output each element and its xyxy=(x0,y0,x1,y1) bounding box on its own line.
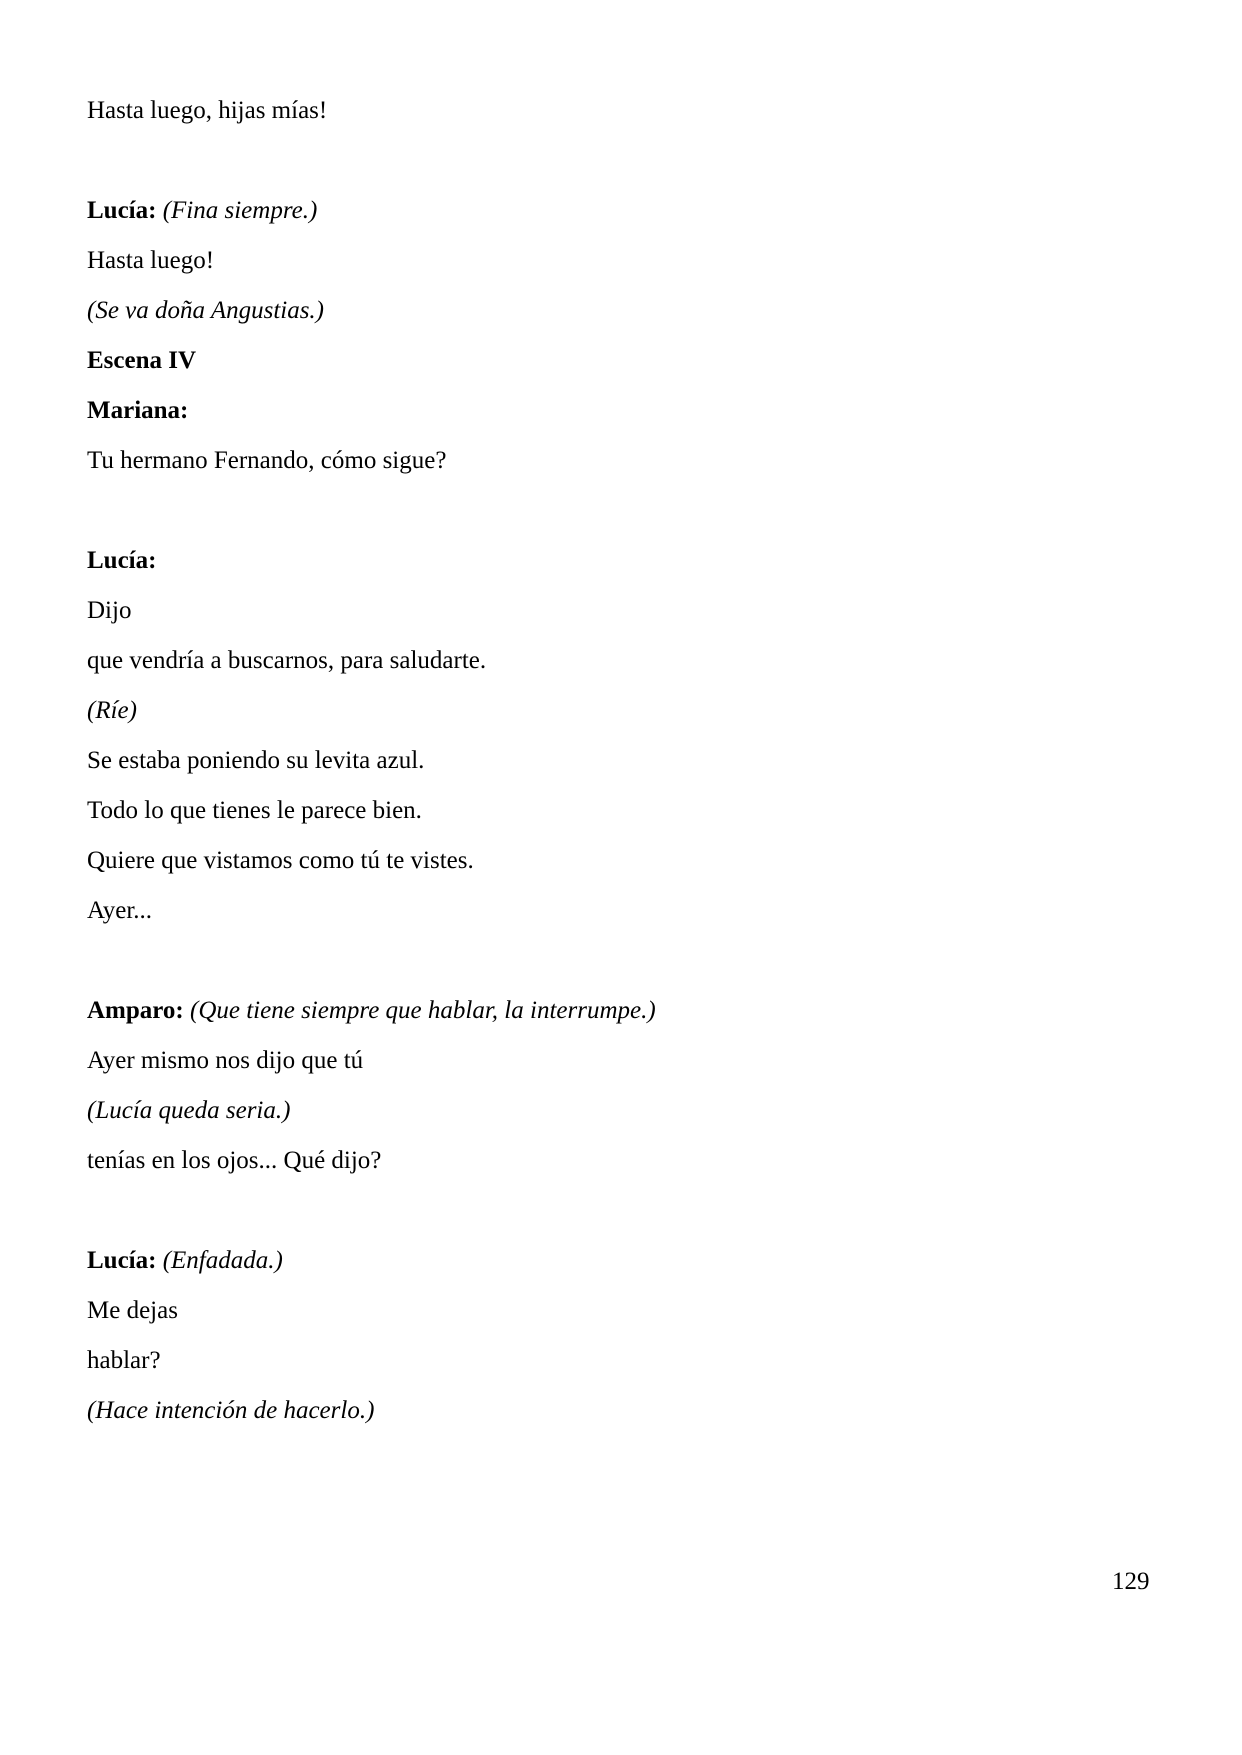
dialogue-line: hablar? xyxy=(87,1347,161,1374)
speaker-name: Lucía: xyxy=(87,197,157,224)
stage-direction: (Que tiene siempre que hablar, la interrumpe.) xyxy=(190,997,656,1024)
stage-direction: (Enfadada.) xyxy=(162,1247,283,1274)
page-number: 129 xyxy=(1112,1568,1150,1595)
dialogue-line: Tu hermano Fernando, cómo sigue? xyxy=(87,447,447,474)
speaker-name: Amparo: xyxy=(87,997,184,1024)
dialogue-line: Hasta luego! xyxy=(87,247,215,274)
speaker-name: Mariana: xyxy=(87,397,189,424)
speaker-line xyxy=(87,1246,283,1276)
dialogue-line: Quiere que vistamos como tú te vistes. xyxy=(87,847,474,874)
stage-direction: (Fina siempre.) xyxy=(162,197,318,224)
speaker-name: Lucía: xyxy=(87,547,157,574)
scene-heading: Escena IV xyxy=(87,347,197,374)
dialogue-line: que vendría a buscarnos, para saludarte. xyxy=(87,647,487,674)
stage-direction: (Lucía queda seria.) xyxy=(87,1097,291,1124)
stage-direction: (Se va doña Angustias.) xyxy=(87,297,325,324)
speaker-line xyxy=(87,996,656,1026)
dialogue-line: Ayer... xyxy=(87,897,153,924)
dialogue-line: Hasta luego, hijas mías! xyxy=(87,97,328,124)
speaker-line xyxy=(87,196,317,226)
dialogue-line: tenías en los ojos... Qué dijo? xyxy=(87,1147,382,1174)
dialogue-line: Dijo xyxy=(87,597,132,624)
stage-direction: (Hace intención de hacerlo.) xyxy=(87,1397,375,1424)
dialogue-line: Me dejas xyxy=(87,1297,178,1324)
dialogue-line: Se estaba poniendo su levita azul. xyxy=(87,747,425,774)
dialogue-line: Todo lo que tienes le parece bien. xyxy=(87,797,422,824)
stage-direction: (Ríe) xyxy=(87,697,137,724)
speaker-name: Lucía: xyxy=(87,1247,157,1274)
dialogue-line: Ayer mismo nos dijo que tú xyxy=(87,1047,364,1074)
